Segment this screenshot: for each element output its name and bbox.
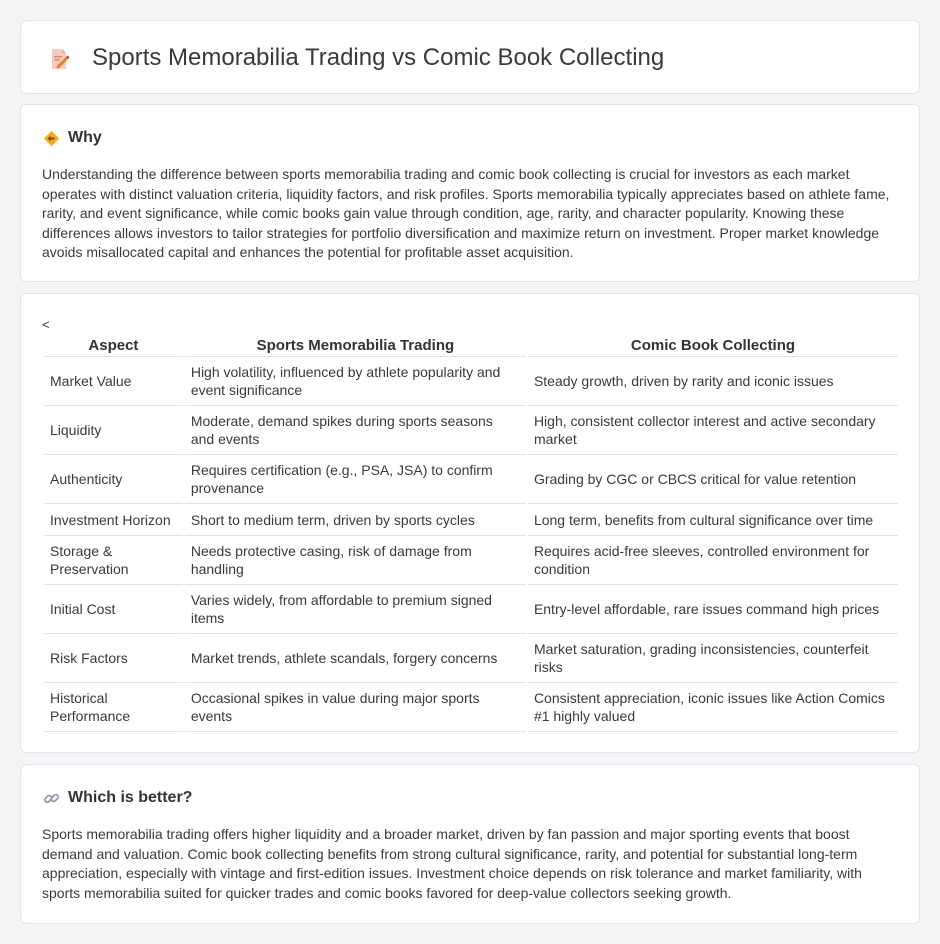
header-sports: Sports Memorabilia Trading xyxy=(185,334,526,357)
page-title: Sports Memorabilia Trading vs Comic Book Collecting xyxy=(92,44,665,71)
aspect-cell: Initial Cost xyxy=(44,585,183,634)
comics-cell: Grading by CGC or CBCS critical for value retention xyxy=(528,455,898,504)
comics-cell: Entry-level affordable, rare issues command high prices xyxy=(528,585,898,634)
table-row xyxy=(44,455,898,504)
stray-text: < xyxy=(42,317,50,332)
why-section xyxy=(20,104,920,282)
sports-cell: Varies widely, from affordable to premium signed items xyxy=(185,585,526,634)
comics-cell: Steady growth, driven by rarity and iconic issues xyxy=(528,357,898,406)
header-aspect: Aspect xyxy=(44,334,183,357)
aspect-cell: Authenticity xyxy=(44,455,183,504)
sports-cell: Needs protective casing, risk of damage from handling xyxy=(185,536,526,585)
aspect-cell: Liquidity xyxy=(44,406,183,455)
table-row xyxy=(44,634,898,683)
table-row xyxy=(44,536,898,585)
sports-cell: Moderate, demand spikes during sports seasons and events xyxy=(185,406,526,455)
header-comics: Comic Book Collecting xyxy=(528,334,898,357)
sports-cell: Market trends, athlete scandals, forgery concerns xyxy=(185,634,526,683)
aspect-cell: Storage & Preservation xyxy=(44,536,183,585)
better-paragraph: Sports memorabilia trading offers higher liquidity and a broader market, driven by fan passion and major sporting events that boost demand and valuation. Comic book collecting benefits from strong cultural significance, rarity, and potential for substantial long-term appreciation, especially with vintage and first-edition issues. Investment choice depends on risk tolerance and market familiarity, with sports memorabilia suited for quicker trades and comic books favored for deep-value collectors seeking growth. xyxy=(42,826,862,901)
table-row xyxy=(44,406,898,455)
sports-cell: Short to medium term, driven by sports cycles xyxy=(185,504,526,536)
comics-cell: Requires acid-free sleeves, controlled environment for condition xyxy=(528,536,898,585)
comparison-table xyxy=(42,334,900,732)
aspect-cell: Market Value xyxy=(44,357,183,406)
why-heading: Why xyxy=(68,129,102,146)
aspect-cell: Risk Factors xyxy=(44,634,183,683)
table-row xyxy=(44,504,898,536)
table-row xyxy=(44,683,898,732)
why-heading-row xyxy=(43,127,102,149)
table-row xyxy=(44,357,898,406)
memo-pencil-icon xyxy=(47,47,71,71)
link-icon xyxy=(43,790,60,807)
diamond-arrows-icon xyxy=(43,130,60,147)
table-header-row xyxy=(44,334,898,357)
comics-cell: High, consistent collector interest and active secondary market xyxy=(528,406,898,455)
sports-cell: Requires certification (e.g., PSA, JSA) to confirm provenance xyxy=(185,455,526,504)
sports-cell: Occasional spikes in value during major sports events xyxy=(185,683,526,732)
comics-cell: Long term, benefits from cultural significance over time xyxy=(528,504,898,536)
better-heading-row xyxy=(43,787,192,809)
title-card xyxy=(20,20,920,94)
sports-cell: High volatility, influenced by athlete popularity and event significance xyxy=(185,357,526,406)
comparison-section xyxy=(20,293,920,753)
comics-cell: Consistent appreciation, iconic issues like Action Comics #1 highly valued xyxy=(528,683,898,732)
comics-cell: Market saturation, grading inconsistencies, counterfeit risks xyxy=(528,634,898,683)
better-heading: Which is better? xyxy=(68,789,193,806)
which-better-section xyxy=(20,764,920,924)
table-row xyxy=(44,585,898,634)
aspect-cell: Investment Horizon xyxy=(44,504,183,536)
why-paragraph: Understanding the difference between sports memorabilia trading and comic book collecting is crucial for investors as each market operates with distinct valuation criteria, liquidity factors, and risk profiles. Sports memorabilia typically appreciates based on athlete fame, rarity, and event significance, while comic books gain value through condition, age, rarity, and character popularity. Knowing these differences allows investors to tailor strategies for portfolio diversification and maximize return on investment. Proper market knowledge avoids misallocated capital and enhances the potential for profitable asset acquisition. xyxy=(42,166,890,260)
aspect-cell: Historical Performance xyxy=(44,683,183,732)
